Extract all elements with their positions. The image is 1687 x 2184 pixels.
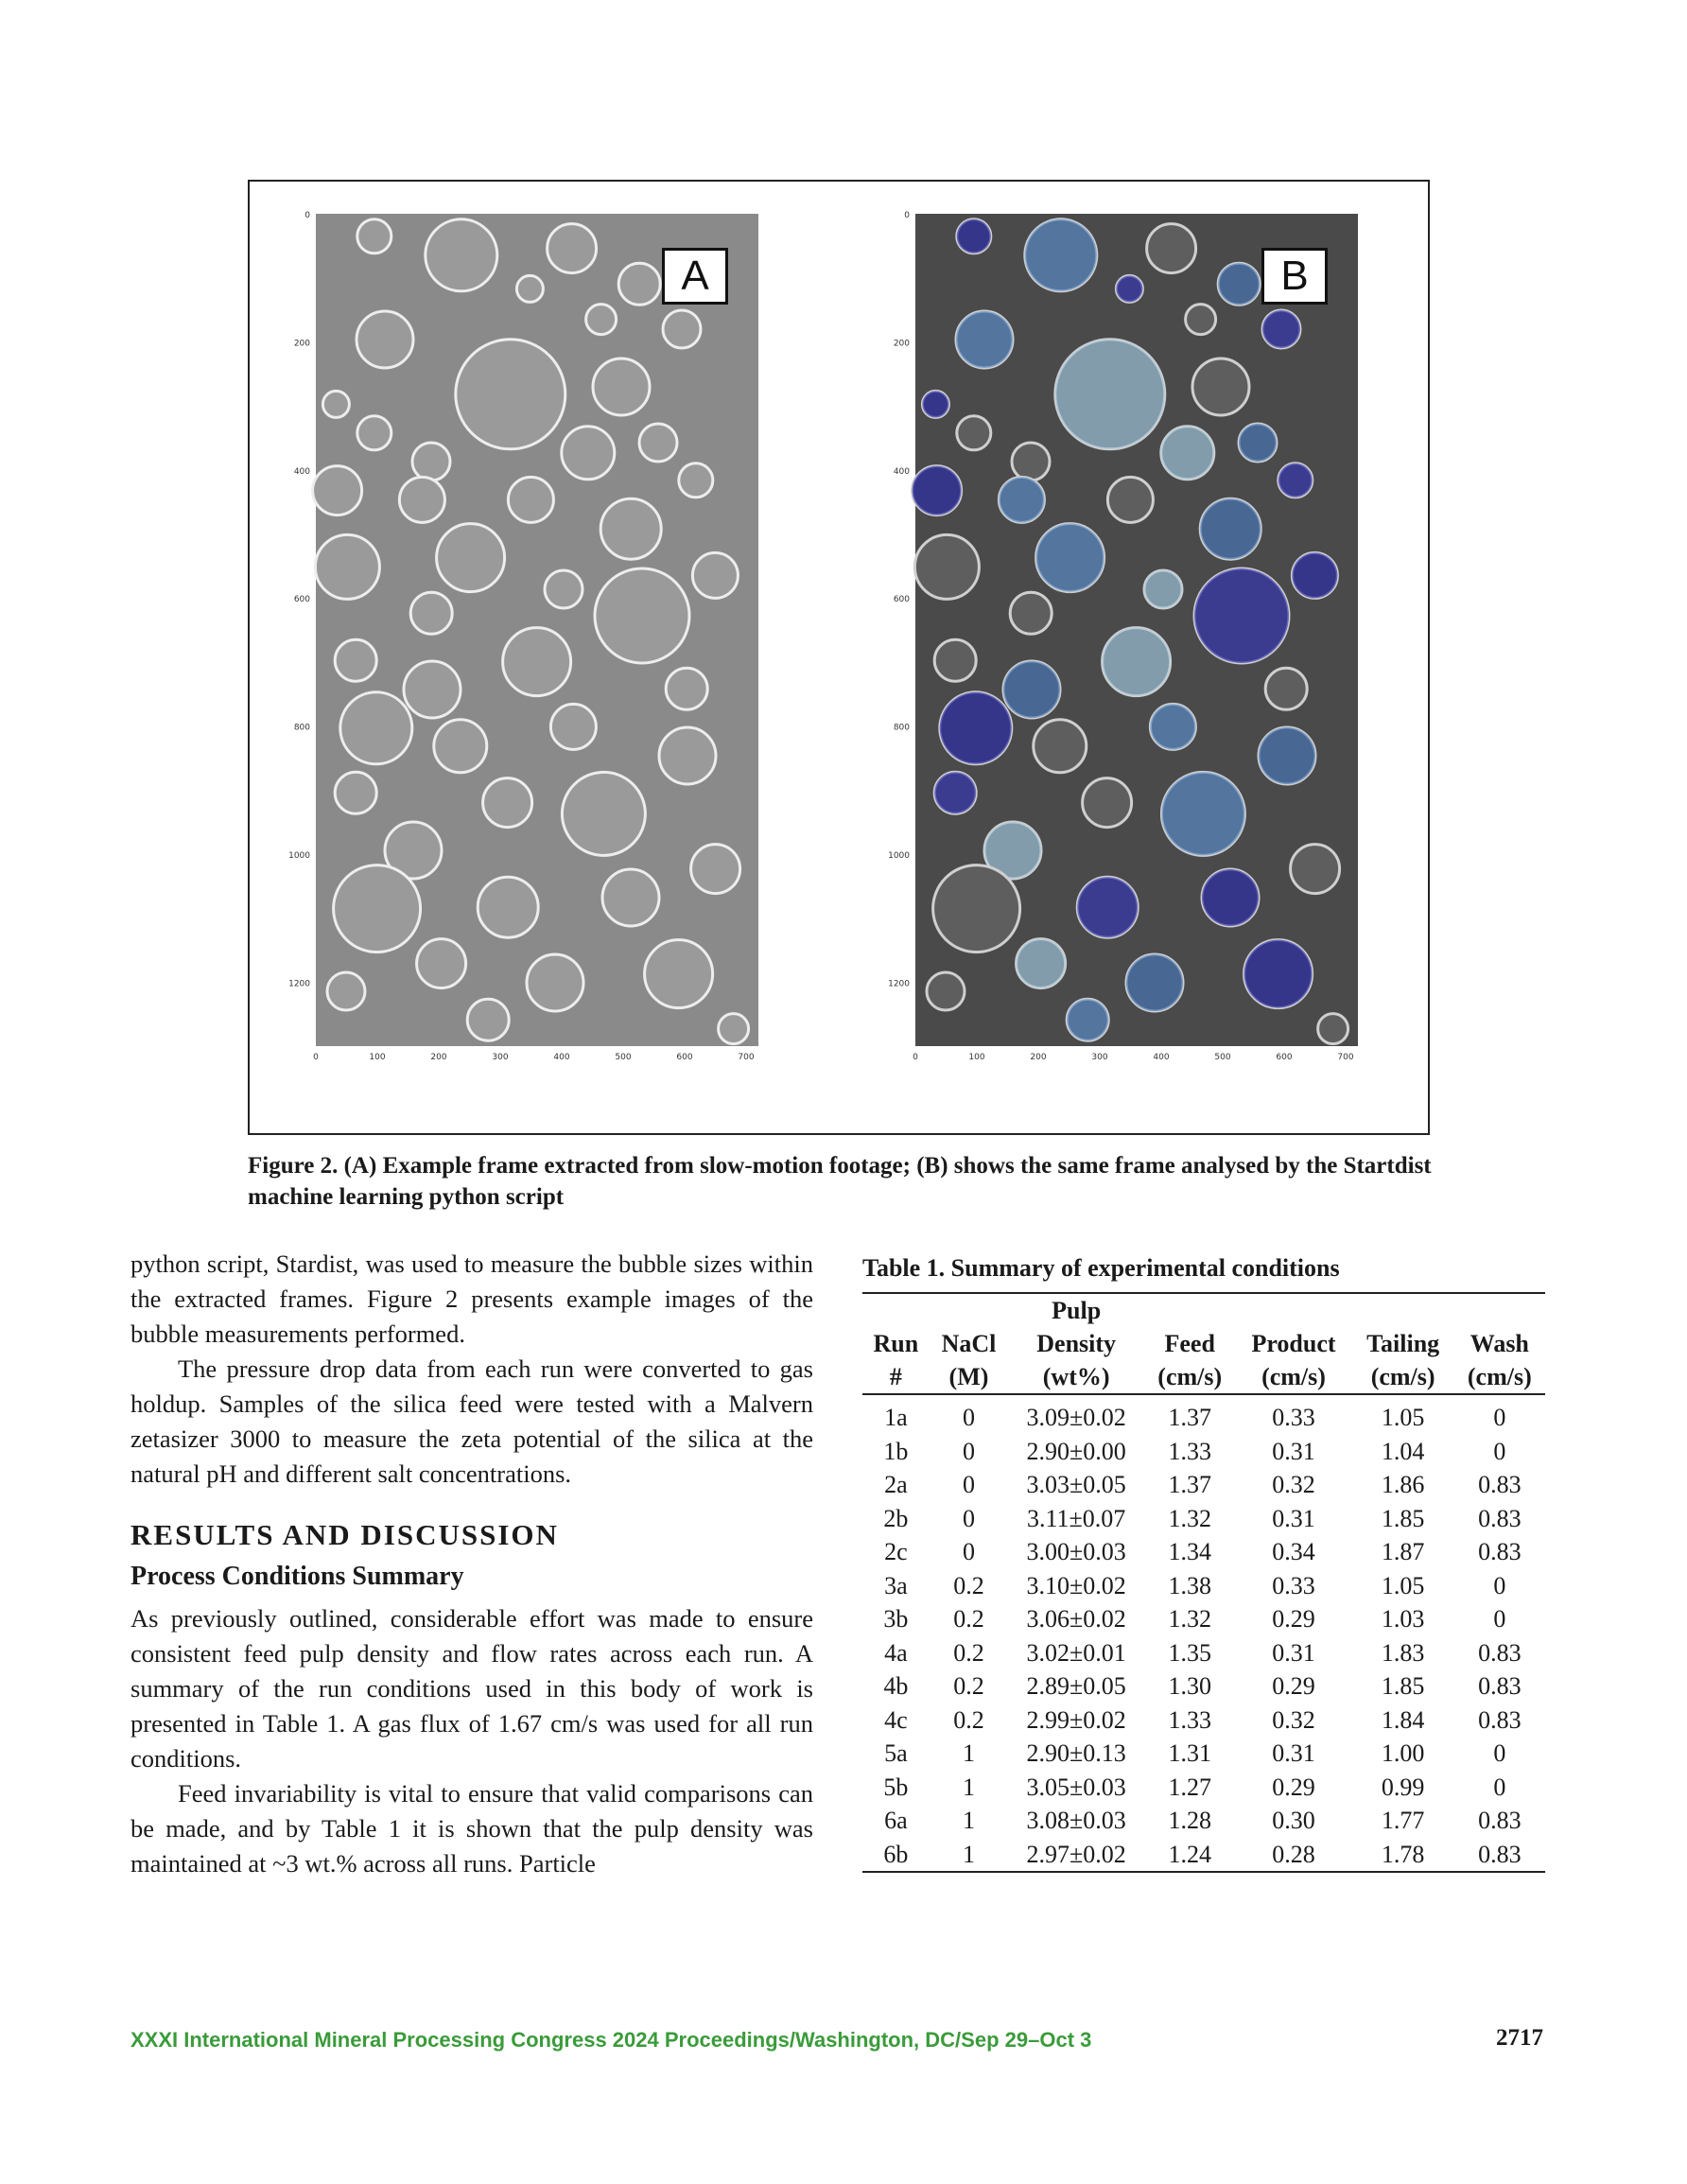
cell-nacl: 0.2 [953, 1638, 984, 1667]
cell-pulp-density: 3.03±0.05 [1026, 1471, 1126, 1498]
x-tick-label: 200 [1030, 1053, 1047, 1062]
cell-product: 0.29 [1272, 1605, 1315, 1633]
y-tick-label: 0 [304, 211, 310, 220]
table-row [862, 1804, 1545, 1838]
cell-nacl: 1 [962, 1773, 975, 1801]
y-tick-label: 400 [293, 466, 310, 477]
cell-wash: 0 [1493, 1437, 1506, 1465]
cell-run: 5b [883, 1773, 909, 1801]
cell-wash: 0.83 [1478, 1840, 1522, 1868]
cell-tailing: 1.03 [1381, 1605, 1425, 1633]
cell-nacl: 0 [962, 1437, 975, 1465]
col-header-product: Product (cm/s) [1251, 1330, 1336, 1390]
cell-nacl: 1 [962, 1739, 975, 1767]
cell-product: 0.31 [1272, 1638, 1315, 1667]
cell-feed: 1.38 [1168, 1571, 1211, 1599]
y-tick-label: 200 [293, 339, 310, 349]
cell-run: 5a [884, 1739, 908, 1767]
cell-wash: 0 [1493, 1605, 1506, 1633]
cell-feed: 1.27 [1168, 1773, 1211, 1801]
panel-label-b: B [1261, 248, 1328, 305]
cell-pulp-density: 3.02±0.01 [1026, 1638, 1126, 1667]
col-header-nacl: NaCl (M) [941, 1330, 997, 1390]
table-row [862, 1737, 1545, 1771]
cell-feed: 1.31 [1168, 1739, 1211, 1767]
figure-caption: Figure 2. (A) Example frame extracted from slow-motion footage; (B) shows the same frame analysed by the Startdist machine learning python script [248, 1153, 1432, 1210]
y-tick-label: 400 [893, 466, 910, 477]
cell-run: 4b [883, 1672, 909, 1700]
cell-feed: 1.33 [1168, 1437, 1211, 1465]
paragraph: Feed invariability is vital to ensure that valid comparisons can be made, and by Table 1 it is shown that the pulp density was maintained at ~3 wt.% across all runs. Particle [130, 1779, 813, 1878]
x-tick-label: 0 [313, 1053, 319, 1062]
cell-tailing: 1.00 [1381, 1739, 1425, 1767]
cell-wash: 0 [1493, 1571, 1506, 1599]
cell-run: 6b [883, 1840, 909, 1868]
cell-run: 2b [883, 1504, 909, 1532]
table-body [862, 1394, 1545, 1872]
cell-pulp-density: 3.10±0.02 [1026, 1571, 1126, 1599]
cell-wash: 0 [1493, 1404, 1506, 1431]
cell-nacl: 1 [962, 1807, 975, 1834]
col-header-run: Run # [873, 1330, 919, 1390]
panel-label-a: A [662, 248, 728, 305]
col-header-feed: Feed (cm/s) [1157, 1330, 1223, 1390]
cell-product: 0.33 [1272, 1571, 1315, 1599]
y-tick-label: 200 [893, 339, 910, 349]
cell-wash: 0 [1493, 1739, 1506, 1767]
cell-nacl: 0 [962, 1471, 975, 1498]
cell-run: 2a [884, 1471, 908, 1498]
table-caption: Table 1. Summary of experimental conditions [862, 1254, 1340, 1282]
cell-feed: 1.28 [1168, 1807, 1211, 1834]
x-tick-label: 400 [553, 1053, 570, 1062]
cell-product: 0.28 [1272, 1840, 1315, 1868]
x-tick-label: 100 [369, 1053, 386, 1062]
figure-panel-b [870, 208, 1362, 1116]
cell-run: 1b [883, 1437, 909, 1465]
x-tick-label: 100 [968, 1053, 985, 1062]
y-tick-label: 1200 [288, 979, 310, 989]
table-row [862, 1838, 1545, 1873]
table-row [862, 1669, 1545, 1704]
cell-pulp-density: 3.08±0.03 [1026, 1807, 1126, 1834]
cell-nacl: 0 [962, 1504, 975, 1532]
cell-pulp-density: 2.99±0.02 [1026, 1705, 1126, 1734]
cell-pulp-density: 2.97±0.02 [1026, 1840, 1126, 1868]
y-tick-label: 1200 [888, 979, 910, 989]
col-header-wash: Wash (cm/s) [1467, 1330, 1532, 1390]
paragraph: As previously outlined, considerable effort was made to ensure consistent feed pulp density and flow rates across each run. A summary of the run conditions used in this body of work is presented in Table 1. A gas flux of 1.67 cm/s was used for all run conditions. [130, 1604, 813, 1773]
x-tick-label: 700 [1337, 1053, 1354, 1062]
cell-product: 0.32 [1272, 1471, 1315, 1498]
cell-product: 0.32 [1272, 1705, 1315, 1734]
cell-wash: 0.83 [1478, 1807, 1522, 1834]
cell-tailing: 1.78 [1381, 1840, 1425, 1868]
y-tick-label: 0 [904, 211, 910, 220]
cell-feed: 1.34 [1168, 1538, 1211, 1565]
table-header-row [862, 1293, 1545, 1394]
y-tick-label: 800 [893, 723, 910, 733]
cell-pulp-density: 2.90±0.13 [1026, 1739, 1126, 1767]
cell-pulp-density: 3.00±0.03 [1026, 1538, 1126, 1565]
cell-tailing: 1.84 [1381, 1705, 1425, 1734]
cell-run: 4c [884, 1705, 908, 1734]
cell-wash: 0.83 [1478, 1471, 1522, 1498]
page-number: 2717 [1496, 2025, 1543, 2051]
cell-wash: 0.83 [1478, 1538, 1522, 1565]
cell-tailing: 1.85 [1381, 1504, 1425, 1532]
cell-wash: 0.83 [1478, 1504, 1522, 1532]
paragraph: python script, Stardist, was used to measure the bubble sizes within the extracted frames. Figure 2 presents example images of the bubble measurements performed. [130, 1249, 813, 1348]
y-tick-label: 600 [293, 595, 310, 605]
table-row [862, 1704, 1545, 1738]
cell-feed: 1.33 [1168, 1705, 1211, 1734]
cell-nacl: 1 [962, 1840, 975, 1868]
cell-run: 6a [884, 1807, 908, 1834]
cell-tailing: 1.83 [1381, 1638, 1425, 1667]
cell-tailing: 1.05 [1381, 1404, 1425, 1431]
col-header-pulp-density: Pulp Density (wt%) [1036, 1297, 1117, 1390]
section-heading: RESULTS AND DISCUSSION [130, 1518, 559, 1551]
cell-feed: 1.35 [1168, 1638, 1211, 1667]
x-tick-label: 0 [913, 1053, 918, 1062]
x-tick-label: 300 [1091, 1053, 1108, 1062]
cell-product: 0.29 [1272, 1672, 1315, 1700]
cell-pulp-density: 3.11±0.07 [1026, 1504, 1126, 1532]
cell-pulp-density: 3.05±0.03 [1026, 1773, 1126, 1801]
table-row [862, 1535, 1545, 1569]
y-tick-label: 800 [293, 723, 310, 733]
cell-run: 1a [884, 1404, 908, 1431]
table-row [862, 1502, 1545, 1536]
cell-product: 0.29 [1272, 1773, 1315, 1801]
y-tick-label: 1000 [888, 850, 910, 861]
cell-nacl: 0 [962, 1538, 975, 1565]
table-row [862, 1435, 1545, 1469]
cell-feed: 1.32 [1168, 1504, 1211, 1532]
cell-feed: 1.30 [1168, 1672, 1211, 1700]
x-tick-label: 500 [615, 1053, 632, 1062]
y-tick-label: 600 [893, 595, 910, 605]
cell-run: 3b [883, 1605, 909, 1633]
cell-nacl: 0.2 [953, 1571, 984, 1599]
cell-nacl: 0 [962, 1404, 975, 1431]
subsection-heading: Process Conditions Summary [130, 1562, 464, 1591]
x-tick-label: 500 [1214, 1053, 1231, 1062]
cell-product: 0.30 [1272, 1807, 1315, 1834]
cell-product: 0.31 [1272, 1437, 1315, 1465]
cell-wash: 0.83 [1478, 1672, 1522, 1700]
x-tick-label: 400 [1153, 1053, 1170, 1062]
cell-feed: 1.32 [1168, 1605, 1211, 1633]
cell-feed: 1.24 [1168, 1840, 1211, 1868]
cell-pulp-density: 3.09±0.02 [1026, 1404, 1126, 1431]
cell-tailing: 1.04 [1381, 1437, 1425, 1465]
cell-pulp-density: 3.06±0.02 [1026, 1605, 1126, 1633]
table-row [862, 1636, 1545, 1670]
cell-run: 2c [884, 1538, 908, 1565]
conditions-table [862, 1292, 1545, 1873]
cell-nacl: 0.2 [953, 1672, 984, 1700]
conference-footer: XXXI International Mineral Processing Congress 2024 Proceedings/Washington, DC/Sep 29–Oct 3 [130, 2028, 1092, 2052]
cell-pulp-density: 2.89±0.05 [1026, 1672, 1126, 1700]
body-text-left [130, 1247, 813, 1881]
table-row [862, 1771, 1545, 1805]
x-tick-label: 200 [430, 1053, 447, 1062]
x-tick-label: 600 [1276, 1053, 1293, 1062]
table-row [862, 1602, 1545, 1636]
cell-tailing: 1.86 [1381, 1471, 1425, 1498]
table-row [862, 1569, 1545, 1603]
table-row [862, 1394, 1545, 1435]
cell-pulp-density: 2.90±0.00 [1026, 1437, 1126, 1465]
figure-panel-a [270, 208, 762, 1116]
cell-product: 0.31 [1272, 1504, 1315, 1532]
cell-product: 0.31 [1272, 1739, 1315, 1767]
col-header-tailing: Tailing (cm/s) [1366, 1330, 1440, 1390]
y-tick-label: 1000 [288, 850, 310, 861]
cell-product: 0.34 [1272, 1538, 1315, 1565]
cell-tailing: 1.77 [1381, 1807, 1425, 1834]
bubble-image-segmented [870, 208, 1362, 1116]
cell-wash: 0.83 [1478, 1638, 1522, 1667]
cell-feed: 1.37 [1168, 1471, 1211, 1498]
cell-run: 4a [884, 1638, 908, 1667]
cell-run: 3a [884, 1571, 908, 1599]
cell-tailing: 1.87 [1381, 1538, 1425, 1565]
x-tick-label: 300 [492, 1053, 509, 1062]
cell-feed: 1.37 [1168, 1404, 1211, 1431]
cell-tailing: 0.99 [1381, 1773, 1425, 1801]
bubble-image-raw [270, 208, 762, 1116]
cell-wash: 0 [1493, 1773, 1506, 1801]
cell-tailing: 1.05 [1381, 1571, 1425, 1599]
cell-product: 0.33 [1272, 1404, 1315, 1431]
cell-wash: 0.83 [1478, 1705, 1522, 1734]
table-row [862, 1468, 1545, 1502]
figure-2 [248, 180, 1430, 1135]
x-tick-label: 700 [738, 1053, 755, 1062]
x-tick-label: 600 [676, 1053, 693, 1062]
cell-nacl: 0.2 [953, 1605, 984, 1633]
paragraph: The pressure drop data from each run were converted to gas holdup. Samples of the silica feed were tested with a Malvern zetasizer 3000 to measure the zeta potential of the silica at the natural pH and different salt concentrations. [130, 1354, 813, 1488]
cell-tailing: 1.85 [1381, 1672, 1425, 1700]
cell-nacl: 0.2 [953, 1705, 984, 1734]
